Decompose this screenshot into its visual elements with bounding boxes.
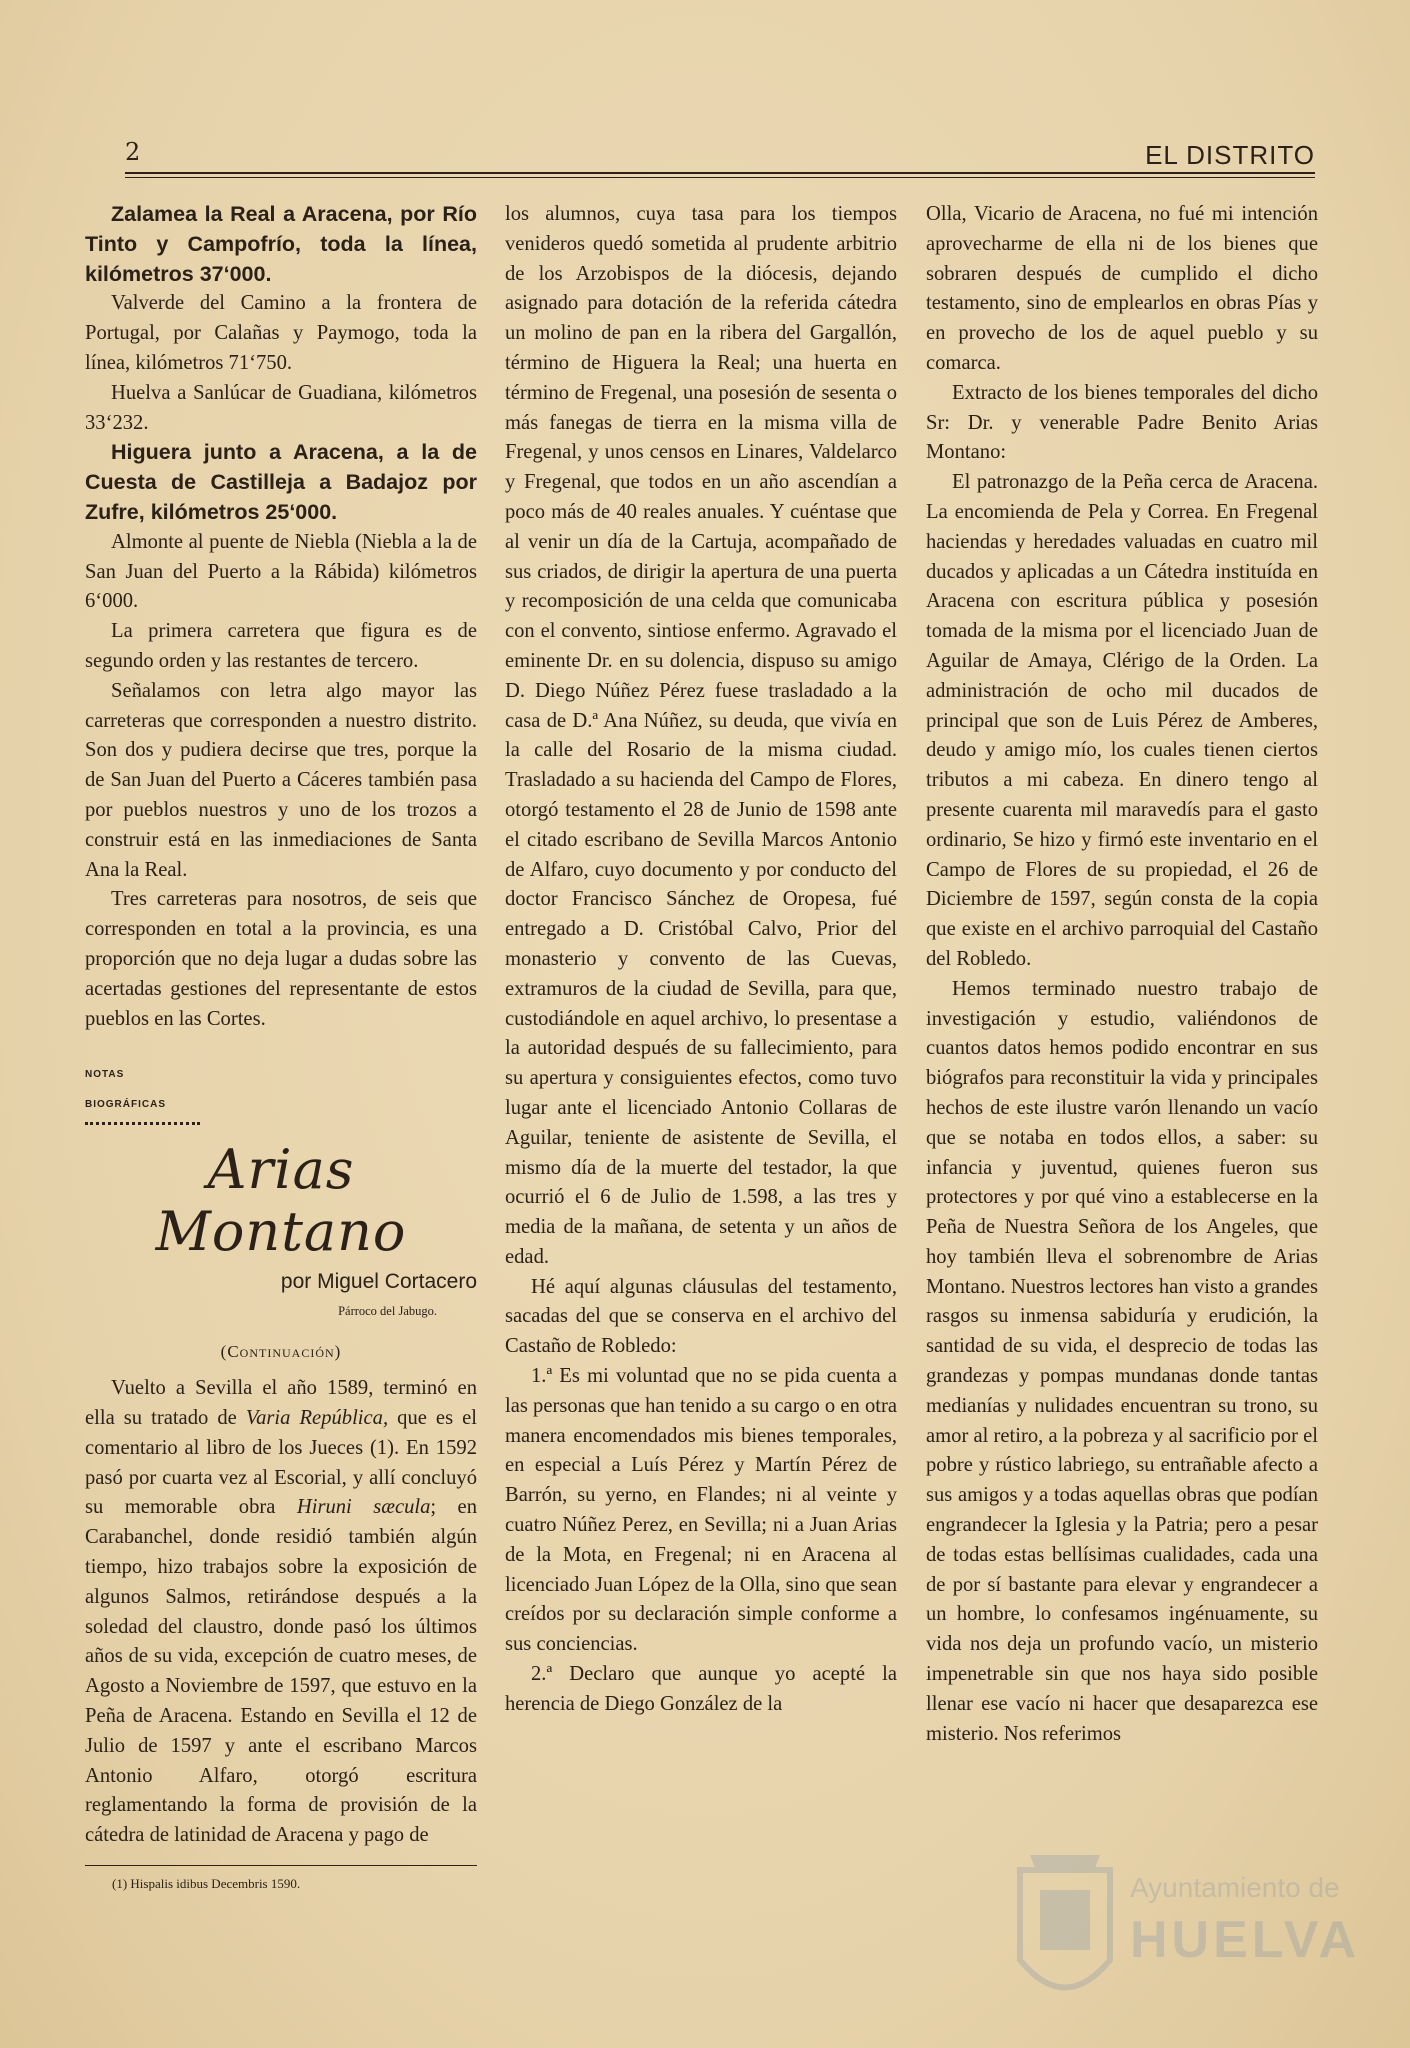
paragraph: los alumnos, cuya tasa para los tiempos venideros quedó sometida al prudente arbitrio de los Arzobispos de la diócesis, dejando asignado para dotación de la referida cátedra un molino de pan en la ribera del Gargallón, término de Higuera la Real; una huerta en término de Fregenal, una posesión de sesenta o más fanegas de tierra en la misma villa de Fregenal, y unos censos en Linares, Valdelarco y Fregenal, que todos en un año ascendían a poco más de 40 reales anuales. Y cuéntase que al venir un día de la Cartuja, acompañado de sus criados, de dirigir la apertura de una puerta y recomposición de una celda que comunicaba con el convento, sintiose enfermo. Agravado el eminente Dr. en su dolencia, dispuso su amigo D. Diego Núñez Pérez fuese trasladado a la casa de D.ª Ana Núñez, su deuda, que vivía en la calle del Rosario de la misma ciudad. Trasladado a su hacienda del Campo de Flores, otorgó testamento el 28 de Junio de 1598 ante el citado escribano de Sevilla Marcos Antonio de Alfaro, cuyo documento y por conducto del doctor Francisco Sánchez de Oropesa, fué entregado a D. Cristóbal Calvo, Prior del monasterio y convento de las Cuevas, extramuros de la ciudad de Sevilla, para que, custodiándole en aquel archivo, lo presentase a la autoridad después de su fallecimiento, para su apertura y consiguientes efectos, como tuvo lugar ante el licenciado Antonio Collaras de Aguilar, teniente de asistente de Sevilla, el mismo día de la muerte del testador, la que ocurrió el 6 de Julio de 1.598, a las tres y media de la mañana, de setenta y un años de edad. <box>505 203 897 1268</box>
watermark <box>1000 1850 1361 2030</box>
column-3 <box>926 200 1318 1749</box>
continuation-label: (Continuación) <box>220 1341 342 1361</box>
huelva-crest-icon <box>1010 1850 1120 2024</box>
paragraph: Almonte al puente de Niebla (Niebla a la de San Juan del Puerto a la Rábida) kilómetros 6‘000. <box>85 530 477 613</box>
italic-title: Varia República, <box>245 1407 389 1430</box>
clause-1: 1.ª Es mi voluntad que no se pida cuenta a las personas que han tenido a su cargo o en otra manera encomendados mis bienes temporales, en especial a Luís Pérez y Martín Pérez de Barrón, su yerno, en Flandes; ni al veinte y cuatro Núñez Perez, en Sevilla; ni a Juan Arias de la Mota, en Fregenal; ni en Aracena al licenciado Juan López de la Olla, sino que sean creídos por su declaración simple conforme a sus conciencias. <box>505 1365 897 1656</box>
paragraph: Olla, Vicario de Aracena, no fué mi intención aprovecharme de ella ni de los bienes que sobraren después de cumplido el dicho testamento, sino de emplearlos en obras Pías y en provecho de los de aquel pueblo y su comarca. <box>926 203 1318 374</box>
author-role: Párroco del Jabugo. <box>338 1303 437 1318</box>
paragraph: Extracto de los bienes temporales del dicho Sr: Dr. y venerable Padre Benito Arias Montano: <box>926 381 1318 464</box>
route-zalamea: Zalamea la Real a Aracena, por Río Tinto y Campofrío, toda la línea, kilómetros 37‘000. <box>85 202 477 286</box>
text-run: ; en Carabanchel, donde residió también algún tiempo, hizo trabajos sobre la exposición de algunos Salmos, retirándose después a la soledad del claustro, donde pasó los últimos años de su vida, excepción de cuatro meses, de Agosto a Noviembre de 1597, que estuvo en la Peña de Aracena. Estando en Sevilla el 12 de Julio de 1597 y ante el escribano Marcos Antonio Alfaro, otorgó escritura reglamentando la forma de provisión de la cátedra de latinidad de Aracena y pago de <box>85 1496 477 1847</box>
text-run: Vuelto a Sevilla el año 1589, terminó en ella su tratado de <box>85 1377 477 1430</box>
clause-2: 2.ª Declaro que aunque yo acepté la herencia de Diego González de la <box>505 1663 897 1715</box>
article-title: Arias Montano <box>155 1137 407 1263</box>
paragraph: Valverde del Camino a la frontera de Portugal, por Calañas y Paymogo, toda la línea, kilómetros 71‘750. <box>85 292 477 374</box>
page-number: 2 <box>125 138 141 166</box>
paragraph: Huelva a Sanlúcar de Guadiana, kilómetros 33‘232. <box>85 381 477 434</box>
article-paragraph <box>85 1374 477 1851</box>
header-rule <box>125 172 1315 174</box>
section-label: NOTAS BIOGRÁFICAS <box>85 1060 200 1125</box>
watermark-line2: HUELVA <box>1130 1911 1361 1969</box>
paragraph: El patronazgo de la Peña cerca de Aracena. La encomienda de Pela y Correa. En Fregenal haciendas y heredades valuadas en cuatro mil ducados y aplicadas a un Cátedra instituída en Aracena con escritura pública y posesión tomada de la misma por el licenciado Juan de Aguilar de Amaya, Clérigo de la Orden. La administración de ocho mil ducados de principal que son de Luis Pérez de Amberes, deudo y amigo mío, los cuales tienen ciertos tributos a mi cabeza. En dinero tengo al presente cuarenta mil maravedís para el gasto ordinario, Se hizo y firmó este inventario en el Campo de Flores de su propiedad, el 26 de Diciembre de 1597, según consta de la copia que existe en el archivo parroquial del Castaño del Robledo. <box>926 471 1318 970</box>
route-higuera: Higuera junto a Aracena, a la de Cuesta de Castilleja a Badajoz por Zufre, kilómetros 25‘000. <box>85 440 477 524</box>
watermark-line1: Ayuntamiento de <box>1130 1872 1340 1903</box>
header-rule-thin <box>125 177 1315 178</box>
paragraph: Hemos terminado nuestro trabajo de investigación y estudio, valiéndonos de cuantos datos hemos podido encontrar en sus biógrafos para reconstituir la vida y principales hechos de este ilustre varón llenando un vacío que se notaba en todos ellos, a saber: su infancia y juventud, quienes fueron sus protectores y por qué vino a establecerse en la Peña de Nuestra Señora de los Angeles, que hoy también lleva el sobrenombre de Arias Montano. Nuestros lectores han visto a grandes rasgos su inmensa sabiduría y erudición, la santidad de su vida, el desprecio de todas las grandezas y pompas mundanas donde tantas medianías y nulidades encuentran su trono, su amor al retiro, a la pobreza y al sacrificio por el pobre y rústico labriego, su entrañable afecto a sus amigos y a todas aquellas obras que podían engrandecer la Iglesia y la Patria; pero a pesar de todas estas bellísimas cualidades, cada una de por sí bastante para elevar y engrandecer a un hombre, lo confesamos ingénuamente, su vida nos deja un profundo vacío, un misterio impenetrable sin que nos haya sido posible llenar ese vacío ni hacer que desaparezca ese misterio. Nos referimos <box>926 977 1318 1745</box>
paragraph: Tres carreteras para nosotros, de seis que corresponden en total a la provincia, es una proporción que no deja lugar a dudas sobre las acertadas gestiones del representante de estos pueblos en las Cortes. <box>85 888 477 1030</box>
page-header <box>125 138 1315 174</box>
paragraph: La primera carretera que figura es de segundo orden y las restantes de tercero. <box>85 620 477 672</box>
italic-title: Hiruni sæcula <box>296 1496 431 1519</box>
footnote-rule <box>85 1865 477 1866</box>
column-2 <box>505 200 897 1720</box>
publication-name: EL DISTRITO <box>1145 140 1315 170</box>
paragraph: Hé aquí algunas cláusulas del testamento, sacadas del que se conserva en el archivo del Castaño de Robledo: <box>505 1275 897 1358</box>
article-byline: por Miguel Cortacero <box>280 1269 477 1293</box>
footnote: (1) Hispalis idibus Decembris 1590. <box>112 1876 301 1891</box>
text-run: que es el comentario al libro de los Jueces (1). En 1592 pasó por cuarta vez al Escorial, y allí concluyó su memorable obra <box>85 1407 477 1519</box>
column-1 <box>85 200 477 1851</box>
paragraph: Señalamos con letra algo mayor las carreteras que corresponden a nuestro distrito. Son dos y pudiera decirse que tres, porque la de San Juan del Puerto a Cáceres también pasa por pueblos nuestros y uno de los trozos a construir está en las inmediaciones de Santa Ana la Real. <box>85 679 477 881</box>
